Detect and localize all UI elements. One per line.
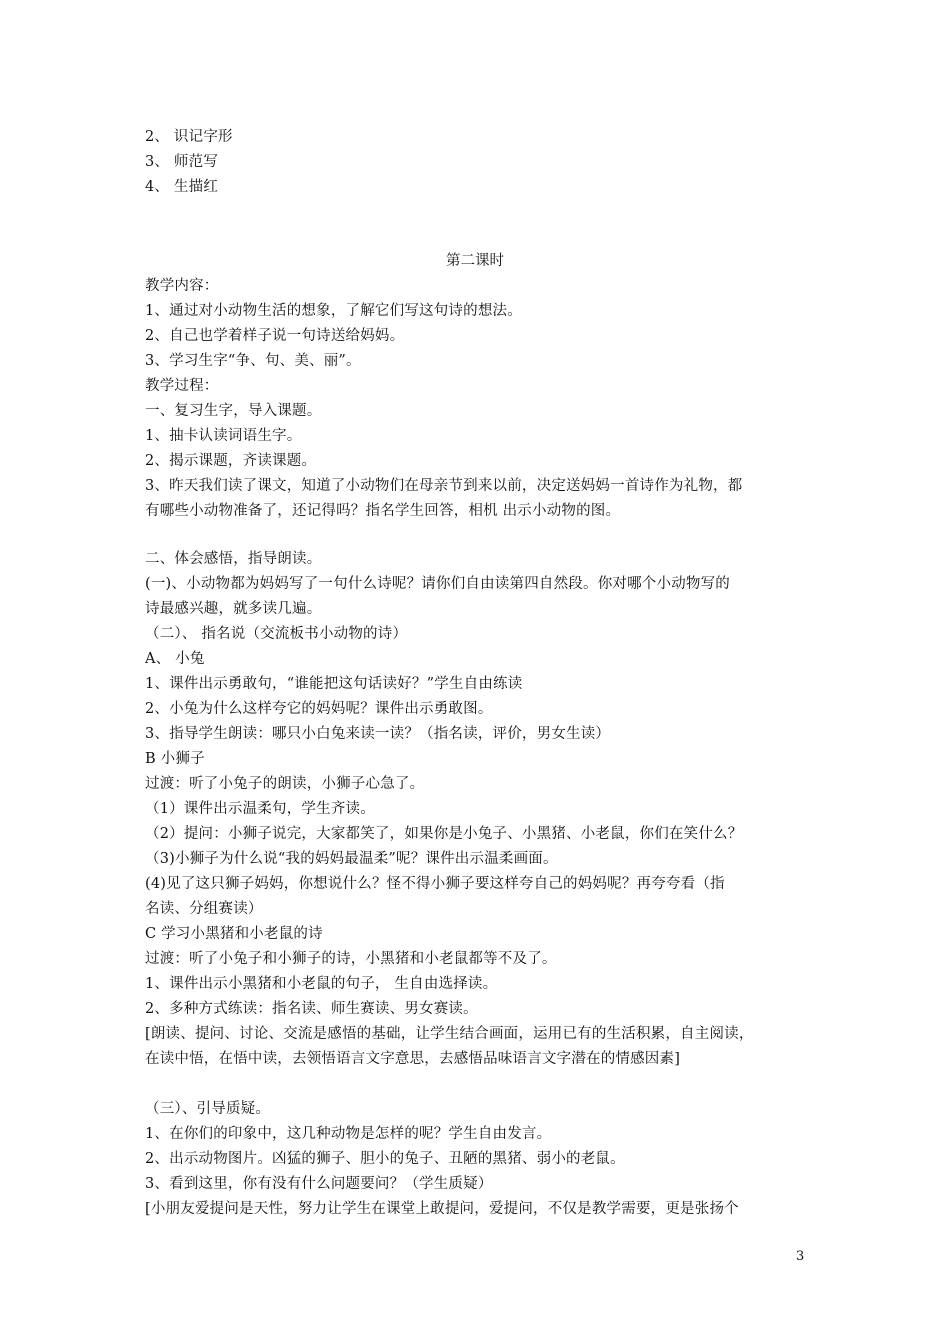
text-line: （3)小狮子为什么说“我的妈妈最温柔”呢？课件出示温柔画面。	[145, 851, 558, 867]
text-line: A、 小兔	[145, 651, 205, 667]
text-line: 二、体会感悟，指导朗读。	[145, 551, 322, 567]
text-line: (一)、小动物都为妈妈写了一句什么诗呢？请你们自由读第四自然段。你对哪个小动物写的	[145, 576, 731, 592]
list-item: 3、 师范写	[145, 154, 219, 170]
text-line: 教学内容：	[145, 278, 219, 294]
text-line: 2、自己也学着样子说一句诗送给妈妈。	[145, 328, 405, 344]
text-line: （三）、引导质疑。	[145, 1101, 271, 1117]
text-line: 2、多种方式练读：指名读、师生赛读、男女赛读。	[145, 1001, 478, 1017]
text-line: 3、指导学生朗读：哪只小白兔来读一读？（指名读，评价，男女生读）	[145, 726, 611, 742]
text-line: （二）、 指名说（交流板书小动物的诗）	[145, 626, 408, 642]
text-line: 教学过程：	[145, 378, 219, 394]
page-number: 3	[796, 1249, 805, 1264]
text-line: 1、课件出示勇敢句，“谁能把这句话读好？”学生自由练读	[145, 676, 523, 692]
text-line: 1、课件出示小黑猪和小老鼠的句子， 生自由选择读。	[145, 976, 498, 992]
text-line: （1）课件出示温柔句，学生齐读。	[145, 801, 375, 817]
text-line: 诗最感兴趣，就多读几遍。	[145, 601, 322, 617]
text-line: 过渡：听了小兔子和小狮子的诗，小黑猪和小老鼠都等不及了。	[145, 951, 557, 967]
section-title: 第二课时	[446, 253, 504, 269]
text-line: 1、抽卡认读词语生字。	[145, 428, 302, 444]
text-line: 3、看到这里，你有没有什么问题要问？（学生质疑）	[145, 1176, 493, 1192]
list-item: 4、 生描红	[145, 179, 219, 195]
list-item: 2、 识记字形	[145, 129, 233, 145]
text-line: 过渡：听了小兔子的朗读，小狮子心急了。	[145, 776, 425, 792]
text-line: [小朋友爱提问是天性，努力让学生在课堂上敢提问，爱提问，不仅是教学需要，更是张扬个	[145, 1201, 739, 1217]
text-line: 3、学习生字“争、句、美、丽”。	[145, 353, 361, 369]
text-line: 2、小兔为什么这样夸它的妈妈呢？课件出示勇敢图。	[145, 701, 493, 717]
text-line: [朗读、提问、讨论、交流是感悟的基础，让学生结合画面，运用已有的生活积累，自主阅读，	[145, 1026, 754, 1042]
text-line: C 学习小黑猪和小老鼠的诗	[145, 926, 323, 942]
text-line: 一、复习生字，导入课题。	[145, 403, 322, 419]
text-line: 在读中悟，在悟中读，去领悟语言文字意思，去感悟品味语言文字潜在的情感因素]	[145, 1051, 681, 1067]
text-line: 1、通过对小动物生活的想象，了解它们写这句诗的想法。	[145, 303, 522, 319]
text-line: (4)见了这只狮子妈妈，你想说什么？怪不得小狮子要这样夸自己的妈妈呢？再夸夸看（指	[145, 876, 725, 892]
text-line: 2、揭示课题，齐读课题。	[145, 453, 317, 469]
text-line: 1、在你们的印象中，这几种动物是怎样的呢？学生自由发言。	[145, 1126, 552, 1142]
text-line: 名读、分组赛读）	[145, 901, 263, 917]
text-line: B 小狮子	[145, 751, 205, 767]
text-line: 有哪些小动物准备了，还记得吗？指名学生回答，相机 出示小动物的图。	[145, 503, 621, 519]
text-line: （2）提问：小狮子说完，大家都笑了，如果你是小兔子、小黑猪、小老鼠，你们在笑什么？	[145, 826, 743, 842]
text-line: 3、昨天我们读了课文，知道了小动物们在母亲节到来以前，决定送妈妈一首诗作为礼物，都	[145, 478, 743, 494]
text-line: 2、出示动物图片。凶猛的狮子、胆小的兔子、丑陋的黑猪、弱小的老鼠。	[145, 1151, 625, 1167]
